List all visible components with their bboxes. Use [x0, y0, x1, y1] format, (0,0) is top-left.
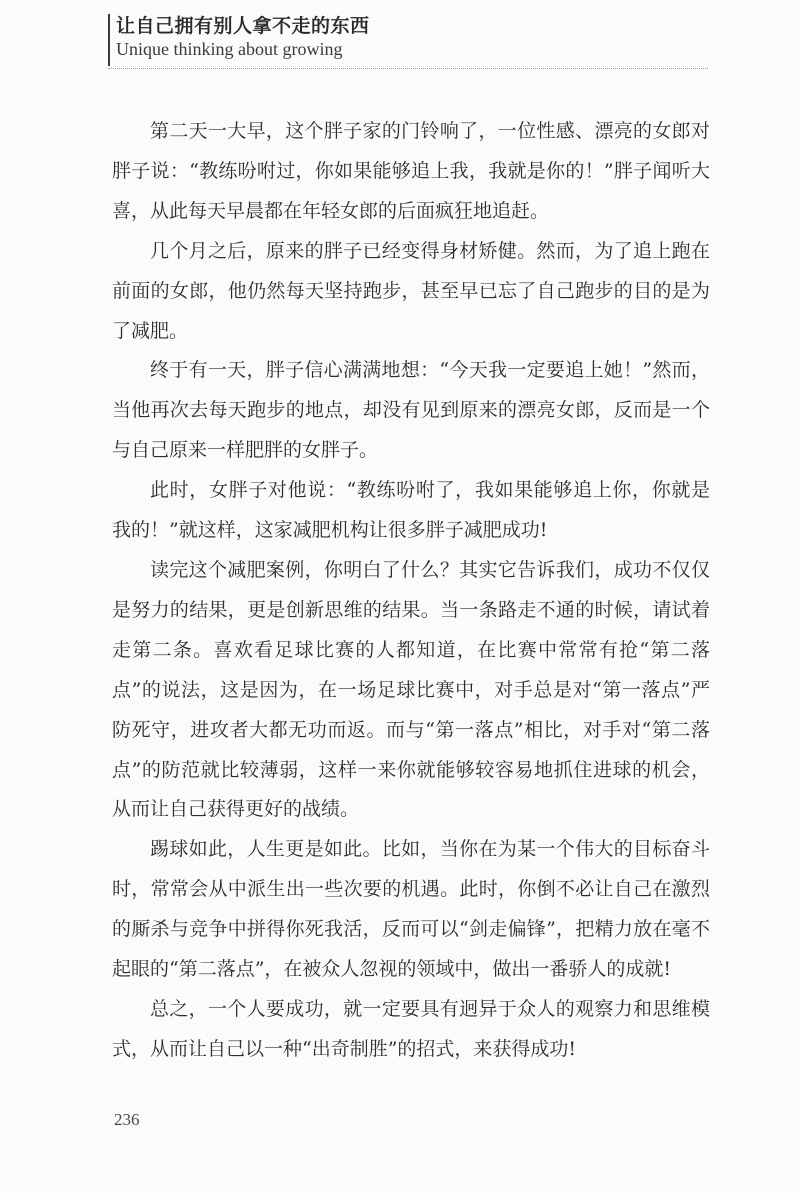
paragraph-6: 踢球如此，人生更是如此。比如，当你在为某一个伟大的目标奋斗时，常常会从中派生出一些次要的机遇。此时，你倒不必让自己在激烈的厮杀与竞争中拼得你死我活，反而可以“剑走偏锋”，把精力放在毫不起眼的“第二落点”，在被众人忽视的领域中，做出一番骄人的成就!	[112, 838, 710, 981]
paragraph-5: 读完这个减肥案例，你明白了什么？其实它告诉我们，成功不仅仅是努力的结果，更是创新思维的结果。当一条路走不通的时候，请试着走第二条。喜欢看足球比赛的人都知道，在比赛中常常有抢“第二落点”的说法，这是因为，在一场足球比赛中，对手总是对“第一落点”严防死守，进攻者大都无功而返。而与“第一落点”相比，对手对“第二落点”的防范就比较薄弱，这样一来你就能够较容易地抓住进球的机会，从而让自己获得更好的战绩。	[112, 558, 710, 821]
page-body	[112, 112, 710, 1070]
header-divider	[108, 68, 708, 69]
page-number: 236	[114, 1110, 140, 1129]
paragraph-2: 几个月之后，原来的胖子已经变得身材矫健。然而，为了追上跑在前面的女郎，他仍然每天坚持跑步，甚至早已忘了自己跑步的目的是为了减肥。	[112, 239, 710, 342]
book-title: 让自己拥有别人拿不走的东西	[116, 15, 370, 37]
paragraph-1: 第二天一大早，这个胖子家的门铃响了，一位性感、漂亮的女郎对胖子说：“教练吩咐过，你如果能够追上我，我就是你的！”胖子闻听大喜，从此每天早晨都在年轻女郎的后面疯狂地追赶。	[112, 120, 710, 222]
paragraph-7: 总之，一个人要成功，就一定要具有迥异于众人的观察力和思维模式，从而让自己以一种“出奇制胜”的招式，来获得成功!	[112, 997, 710, 1060]
paragraph-4: 此时，女胖子对他说：“教练吩咐了，我如果能够追上你，你就是我的！”就这样，这家减肥机构让很多胖子减肥成功!	[112, 479, 710, 542]
paragraph-3: 终于有一天，胖子信心满满地想：“今天我一定要追上她！”然而，当他再次去每天跑步的地点，却没有见到原来的漂亮女郎，反而是一个与自己原来一样肥胖的女胖子。	[112, 359, 710, 462]
running-header	[108, 14, 370, 66]
book-subtitle: Unique thinking about growing	[116, 39, 343, 59]
